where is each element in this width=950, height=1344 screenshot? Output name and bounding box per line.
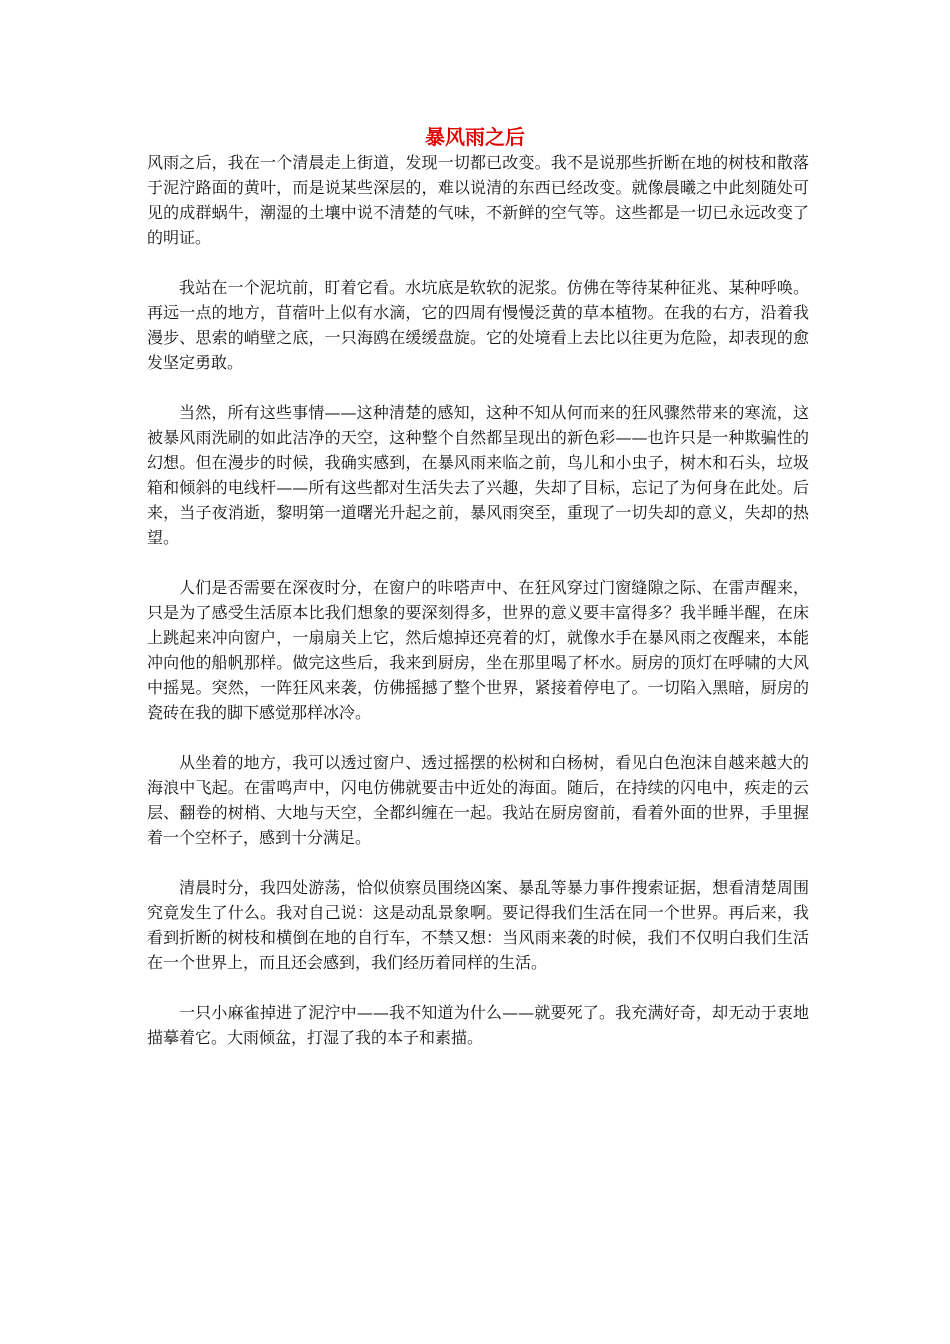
paragraph-2: 我站在一个泥坑前，盯着它看。水坑底是软软的泥浆。仿佛在等待某种征兆、某种呼唤。再远一点的地方，苜蓿叶上似有水滴，它的四周有慢慢泛黄的草本植物。在我的右方，沿着我漫步、思索的峭壁之底，一只海鸥在缓缓盘旋。它的处境看上去比以往更为危险，却表现的愈发坚定勇敢。	[147, 278, 809, 372]
paragraph-gap	[147, 850, 809, 875]
paragraph-5: 从坐着的地方，我可以透过窗户、透过摇摆的松树和白杨树，看见白色泡沫自越来越大的海浪中飞起。在雷鸣声中，闪电仿佛就要击中近处的海面。随后，在持续的闪电中，疾走的云层、翻卷的树梢、大地与天空，全都纠缠在一起。我站在厨房窗前，看着外面的世界，手里握着一个空杯子，感到十分满足。	[147, 753, 809, 847]
paragraph-gap	[147, 975, 809, 1000]
paragraph-3: 当然，所有这些事情——这种清楚的感知，这种不知从何而来的狂风骤然带来的寒流，这被暴风雨洗刷的如此洁净的天空，这种整个自然都呈现出的新色彩——也许只是一种欺骗性的幻想。但在漫步的时候，我确实感到，在暴风雨来临之前，鸟儿和小虫子，树木和石头，垃圾箱和倾斜的电线杆——所有这些都对生活失去了兴趣，失却了目标，忘记了为何身在此处。后来，当子夜消逝，黎明第一道曙光升起之前，暴风雨突至，重现了一切失却的意义，失却的热望。	[147, 403, 809, 547]
paragraph-gap	[147, 375, 809, 400]
document-title: 暴风雨之后	[425, 125, 525, 149]
paragraph-gap	[147, 725, 809, 750]
paragraph-7: 一只小麻雀掉进了泥泞中——我不知道为什么——就要死了。我充满好奇，却无动于衷地描摹着它。大雨倾盆，打湿了我的本子和素描。	[147, 1003, 809, 1047]
paragraph-gap	[147, 250, 809, 275]
paragraph-6: 清晨时分，我四处游荡，恰似侦察员围绕凶案、暴乱等暴力事件搜索证据，想看清楚周围究竟发生了什么。我对自己说：这是动乱景象啊。要记得我们生活在同一个世界。再后来，我看到折断的树枝和横倒在地的自行车，不禁又想：当风雨来袭的时候，我们不仅明白我们生活在一个世界上，而且还会感到，我们经历着同样的生活。	[147, 878, 809, 972]
paragraph-gap	[147, 550, 809, 575]
paragraph-4: 人们是否需要在深夜时分，在窗户的咔嗒声中、在狂风穿过门窗缝隙之际、在雷声醒来，只是为了感受生活原本比我们想象的要深刻得多，世界的意义要丰富得多？我半睡半醒，在床上跳起来冲向窗户，一扇扇关上它，然后熄掉还亮着的灯，就像水手在暴风雨之夜醒来，本能冲向他的船帆那样。做完这些后，我来到厨房，坐在那里喝了杯水。厨房的顶灯在呼啸的大风中摇晃。突然，一阵狂风来袭，仿佛摇撼了整个世界，紧接着停电了。一切陷入黑暗，厨房的瓷砖在我的脚下感觉那样冰冷。	[147, 578, 809, 722]
paragraph-1: 风雨之后，我在一个清晨走上街道，发现一切都已改变。我不是说那些折断在地的树枝和散落于泥泞路面的黄叶，而是说某些深层的，难以说清的东西已经改变。就像晨曦之中此刻随处可见的成群蜗牛，潮湿的土壤中说不清楚的气味，不新鲜的空气等。这些都是一切已永远改变了的明证。	[147, 153, 809, 247]
document-body	[147, 150, 809, 1050]
